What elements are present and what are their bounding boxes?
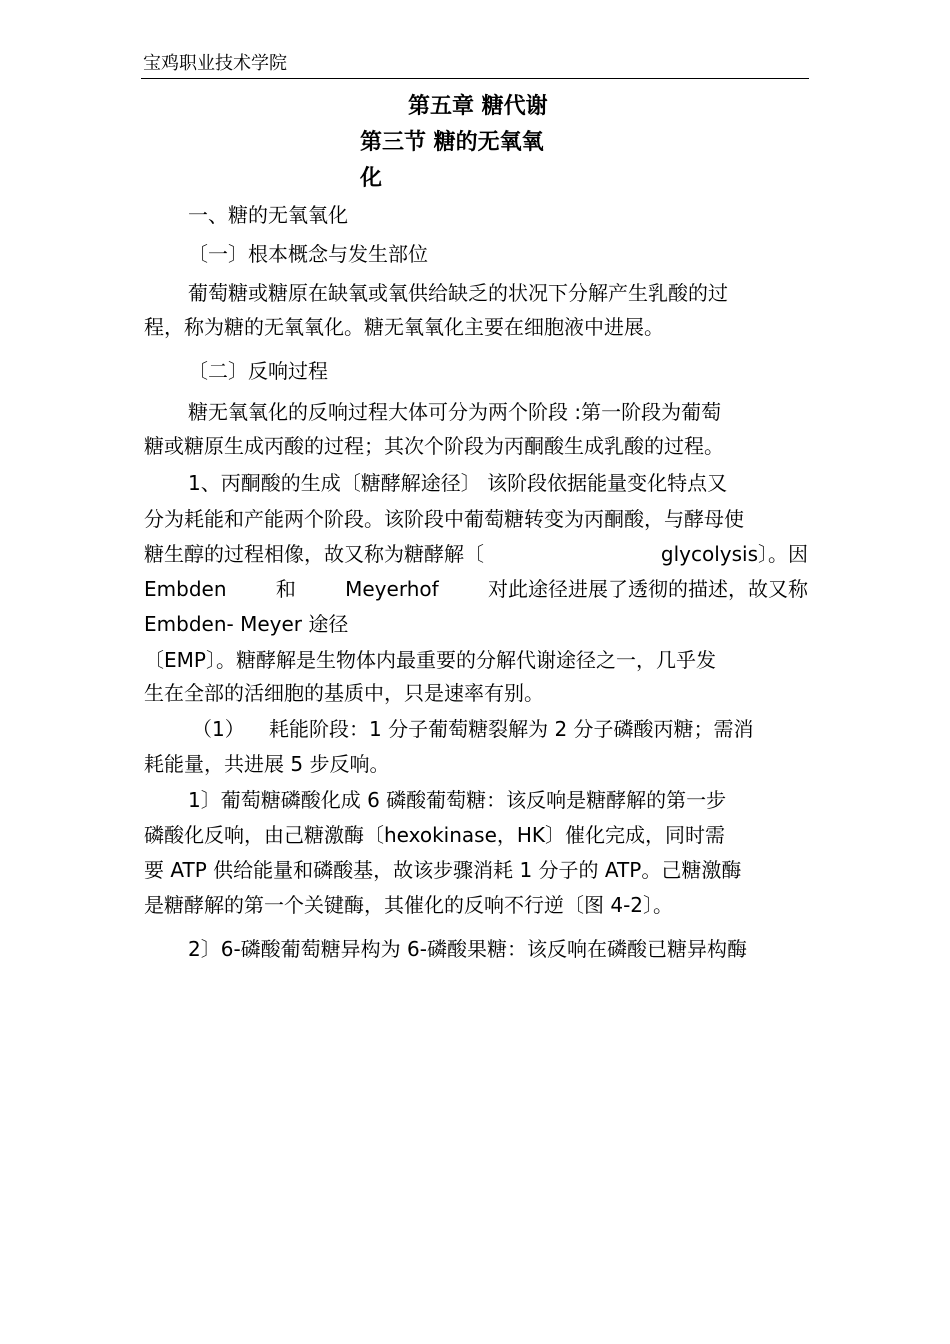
paragraph-3-line-2: 分为耗能和产能两个阶段。该阶段中葡萄糖转变为丙酮酸，与酵母使 xyxy=(144,507,744,531)
subheading-1: 〔一〕根本概念与发生部位 xyxy=(188,242,428,266)
section-title-line2: 化 xyxy=(360,166,383,191)
paragraph-3-line-4-part-d: 对此途径进展了透彻的描述，故又称 xyxy=(487,577,808,601)
header-rule xyxy=(141,78,809,79)
paragraph-6-line-1: 2〕6-磷酸葡萄糖异构为 6-磷酸果糖：该反响在磷酸已糖异构酶 xyxy=(188,937,747,961)
paragraph-2-line-2: 糖或糖原生成丙酸的过程；其次个阶段为丙酮酸生成乳酸的过程。 xyxy=(144,434,724,458)
paragraph-3-line-7: 生在全部的活细胞的基质中，只是速率有别。 xyxy=(144,681,544,705)
paragraph-3-line-4-part-a: Embden xyxy=(144,577,227,601)
paragraph-3-line-1: 1、丙酮酸的生成〔糖酵解途径〕 该阶段依据能量变化特点又 xyxy=(188,471,728,495)
paragraph-5-line-2: 磷酸化反响，由己糖激酶〔hexokinase，HK〕催化完成，同时需 xyxy=(144,823,726,847)
paragraph-3-line-4-part-c: Meyerhof xyxy=(345,577,439,601)
paragraph-5-line-3: 要 ATP 供给能量和磷酸基，故该步骤消耗 1 分子的 ATP。己糖激酶 xyxy=(144,858,742,882)
paragraph-3-line-3-part-a: 糖生醇的过程相像，故又称为糖酵解〔 xyxy=(144,542,484,566)
paragraph-4-line-2: 耗能量，共进展 5 步反响。 xyxy=(144,752,390,776)
section-title-line1: 第三节 糖的无氧氧 xyxy=(360,130,544,155)
paragraph-5-line-4: 是糖酵解的第一个关键酶，其催化的反响不行逆〔图 4-2〕。 xyxy=(144,893,674,917)
subheading-2: 〔二〕反响过程 xyxy=(188,359,328,383)
paragraph-3-line-6: 〔EMP〕。糖酵解是生物体内最重要的分解代谢途径之一，几乎发 xyxy=(144,648,716,672)
paragraph-5-line-1: 1〕葡萄糖磷酸化成 6 磷酸葡萄糖：该反响是糖酵解的第一步 xyxy=(188,788,727,812)
header-school: 宝鸡职业技术学院 xyxy=(143,53,287,74)
paragraph-1-line-2: 程，称为糖的无氧氧化。糖无氧氧化主要在细胞液中进展。 xyxy=(144,315,664,339)
paragraph-3-line-5: Embden- Meyer 途径 xyxy=(144,612,349,636)
paragraph-2-line-1: 糖无氧氧化的反响过程大体可分为两个阶段 :第一阶段为葡萄 xyxy=(188,400,722,424)
paragraph-3-line-4 xyxy=(144,575,808,603)
paragraph-1-line-1: 葡萄糖或糖原在缺氧或氧供给缺乏的状况下分解产生乳酸的过 xyxy=(188,281,728,305)
paragraph-4-line-1-label: （1） xyxy=(192,717,245,741)
paragraph-3-line-4-part-b: 和 xyxy=(275,577,296,601)
paragraph-3-line-3 xyxy=(144,540,808,568)
heading-1: 一、糖的无氧氧化 xyxy=(188,203,348,227)
paragraph-4-line-1-text: 耗能阶段：1 分子葡萄糖裂解为 2 分子磷酸丙糖；需消 xyxy=(269,717,754,741)
chapter-title: 第五章 糖代谢 xyxy=(408,94,548,119)
paragraph-3-line-3-part-b: glycolysis〕。因 xyxy=(660,542,808,566)
